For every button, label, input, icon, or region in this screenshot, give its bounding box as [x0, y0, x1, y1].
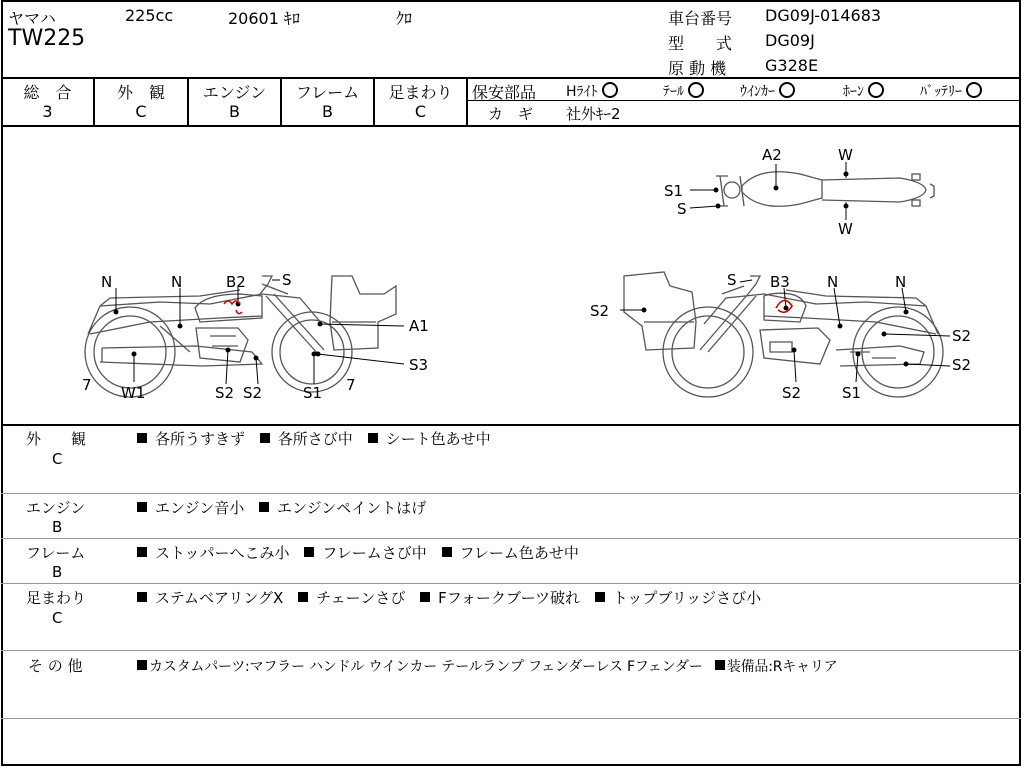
remark-label-suspension: 足まわり — [26, 589, 87, 607]
key-value: 社外ｷｰ2 — [566, 105, 621, 123]
remark-grade-engine: B — [52, 518, 63, 536]
label-s1: S1 — [664, 182, 684, 200]
remark-label-engine: エンジン — [26, 499, 86, 517]
label-n: N — [895, 273, 907, 291]
bullet-square-icon — [420, 592, 430, 602]
remark-items-exterior: 各所うすきず 各所さび中 シート色あせ中 — [137, 428, 491, 449]
frame-no-label: 車台番号 — [668, 9, 733, 28]
safety-item-tail: ﾃｰﾙ — [663, 81, 704, 101]
safety-item-headlight: Hﾗｲﾄ — [566, 81, 618, 101]
bullet-square-icon — [137, 660, 147, 670]
label-s2: S2 — [243, 384, 263, 402]
frame-no: DG09J-014683 — [765, 6, 882, 25]
remark-grade-frame: B — [52, 563, 63, 581]
divider — [1, 538, 1021, 539]
label-w: W — [838, 146, 853, 164]
label-w1: W1 — [121, 384, 146, 402]
label-n: N — [827, 273, 839, 291]
grade-value-frame: B — [322, 102, 333, 121]
bullet-square-icon — [137, 592, 147, 602]
grade-value-overall: 3 — [42, 102, 53, 121]
label-s2: S2 — [952, 327, 972, 345]
remark-items-frame: ストッパーへこみ小 フレームさび中 フレーム色あせ中 — [137, 542, 579, 563]
color: ｸﾛ — [396, 9, 413, 28]
type-label: 型 式 — [668, 34, 733, 53]
bullet-square-icon — [715, 660, 725, 670]
model-name: TW225 — [8, 26, 86, 51]
divider — [1, 77, 1021, 79]
circle-mark-icon — [688, 82, 704, 98]
label-7: 7 — [346, 376, 356, 394]
maker: ヤマハ — [8, 9, 56, 28]
label-7: 7 — [82, 376, 92, 394]
damage-diagram — [0, 126, 1022, 424]
bullet-square-icon — [368, 433, 378, 443]
grade-label-frame: フレーム — [295, 83, 360, 102]
bullet-square-icon — [442, 547, 452, 557]
bullet-square-icon — [137, 502, 147, 512]
bullet-square-icon — [260, 433, 270, 443]
mileage: 20601 ｷﾛ — [228, 9, 300, 28]
label-s2: S2 — [952, 356, 972, 374]
bike-top-view — [716, 170, 934, 210]
remark-label-other: そ の 他 — [28, 657, 83, 675]
label-s1: S1 — [842, 384, 862, 402]
label-a1: A1 — [409, 317, 429, 335]
circle-mark-icon — [602, 82, 618, 98]
bullet-square-icon — [595, 592, 605, 602]
label-s: S — [282, 271, 292, 289]
circle-mark-icon — [966, 82, 982, 98]
safety-item-horn: ﾎｰﾝ — [843, 81, 884, 101]
circle-mark-icon — [779, 82, 795, 98]
label-n: N — [171, 273, 183, 291]
damage-points — [114, 172, 909, 367]
safety-title: 保安部品 — [472, 83, 537, 102]
circle-mark-icon — [868, 82, 884, 98]
divider — [1, 718, 1021, 719]
remark-label-exterior: 外 観 — [26, 430, 87, 448]
handwritten-mark — [224, 301, 242, 314]
grade-label-overall: 総 合 — [23, 83, 72, 102]
grade-label-exterior: 外 観 — [116, 83, 165, 102]
label-b3: B3 — [770, 273, 790, 291]
remark-items-engine: エンジン音小 エンジンペイントはげ — [137, 497, 426, 518]
handwritten-mark — [776, 300, 792, 312]
bullet-square-icon — [304, 547, 314, 557]
grade-value-exterior: C — [135, 102, 147, 121]
engine-value: G328E — [765, 56, 819, 75]
label-a2: A2 — [762, 146, 782, 164]
label-n: N — [101, 273, 113, 291]
type-value: DG09J — [765, 31, 815, 50]
remark-grade-suspension: C — [52, 609, 63, 627]
grade-label-suspension: 足まわり — [388, 83, 453, 102]
remark-items-other: カスタムパーツ:マフラー ハンドル ウインカー テールランプ フェンダーレス Fフェンダー 装備品:Rキャリア — [137, 656, 837, 676]
divider — [1, 650, 1021, 651]
bullet-square-icon — [137, 433, 147, 443]
divider — [466, 77, 468, 125]
label-s1: S1 — [303, 384, 323, 402]
engine-label: 原 動 機 — [668, 59, 727, 78]
label-s: S — [677, 200, 687, 218]
grade-value-suspension: C — [414, 102, 427, 121]
remark-label-frame: フレーム — [26, 544, 86, 562]
safety-item-winker: ｳｲﾝｶｰ — [740, 81, 795, 101]
bullet-square-icon — [259, 502, 269, 512]
label-s: S — [727, 271, 737, 289]
label-s2: S2 — [215, 384, 235, 402]
label-b2: B2 — [226, 273, 246, 291]
label-w: W — [838, 220, 853, 238]
bullet-square-icon — [298, 592, 308, 602]
remark-items-suspension: ステムベアリングX チェーンさび Fフォークブーツ破れ トップブリッジさび小 — [137, 587, 761, 608]
label-s2: S2 — [782, 384, 802, 402]
key-label: カ ギ — [488, 105, 534, 123]
grade-label-engine: エンジン — [202, 83, 267, 102]
label-s2: S2 — [590, 302, 610, 320]
divider — [1, 493, 1021, 494]
displacement: 225cc — [125, 6, 174, 25]
safety-item-battery: ﾊﾞｯﾃﾘｰ — [920, 81, 982, 101]
bullet-square-icon — [137, 547, 147, 557]
label-s3: S3 — [409, 356, 429, 374]
grade-value-engine: B — [229, 102, 240, 121]
remark-grade-exterior: C — [52, 450, 63, 468]
divider — [1, 583, 1021, 584]
divider — [1, 424, 1021, 426]
